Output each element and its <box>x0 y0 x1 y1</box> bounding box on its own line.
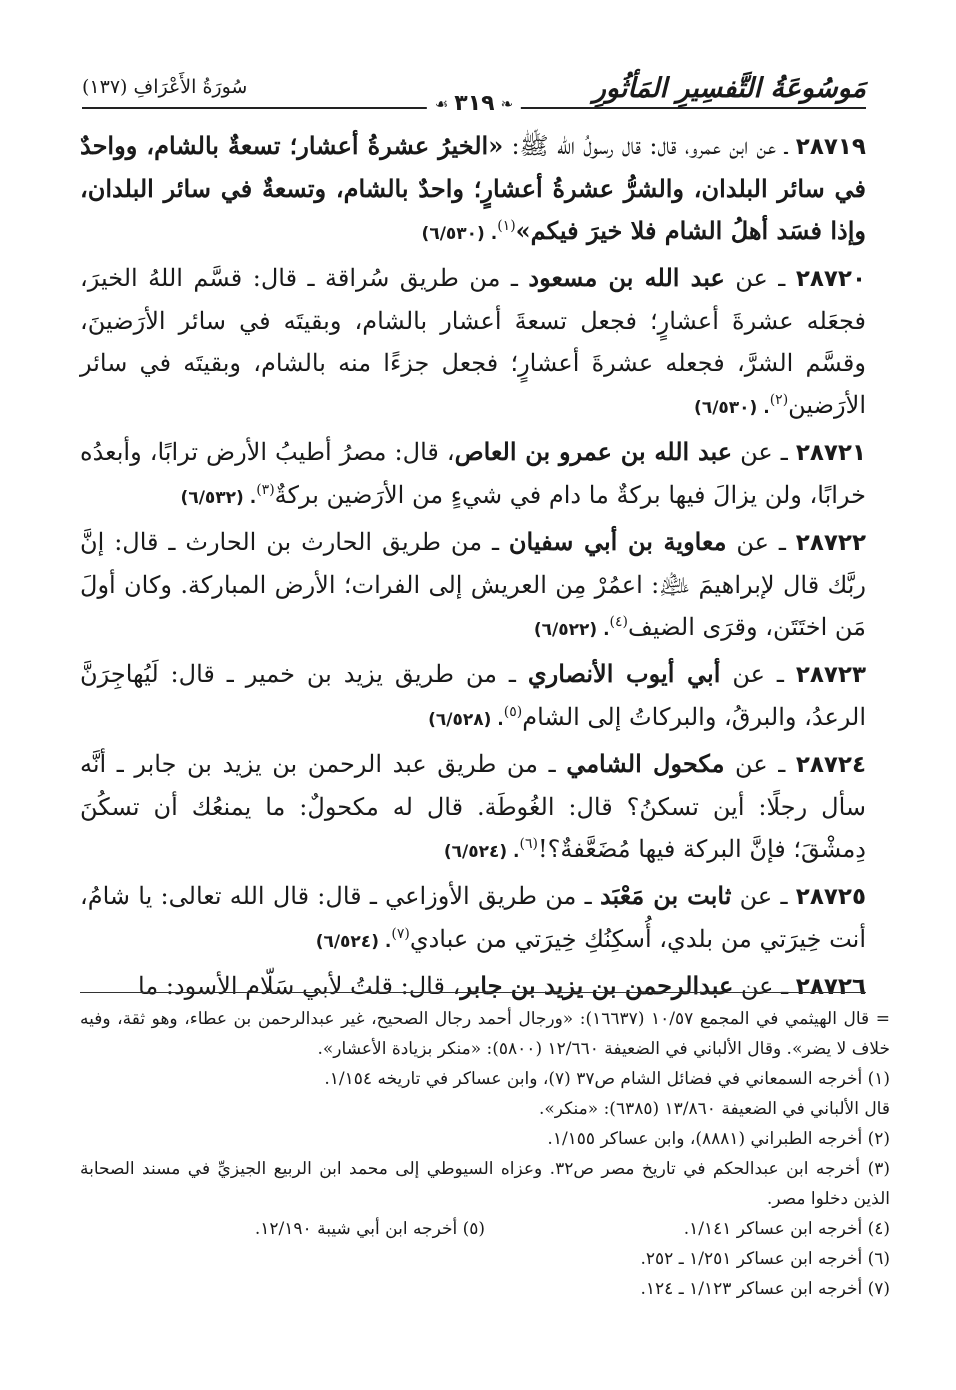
ornament-left-icon: ☙ <box>434 94 449 113</box>
entry-28720 <box>80 257 866 429</box>
entry-number: ٢٨٧٢٥ <box>795 884 866 910</box>
running-header <box>82 58 866 116</box>
entry-intro: ـ عن <box>720 660 796 688</box>
entry-intro: ـ عن <box>724 750 796 778</box>
footnote-marker[interactable]: (٣) <box>256 482 275 498</box>
entry-number: ٢٨٧١٩ <box>795 134 866 160</box>
volume-reference: . (٦/٥٢٤) <box>315 932 392 952</box>
footnote-continuation: = قال الهيثمي في المجمع ١٠/٥٧ (١٦٦٣٧): «ورجال أحمد رجال الصحيح، غير عبدالرحمن بن عطاء، وهو ثقة، وفيه خلاف لا يضر». وقال الألباني في الضعيفة ١٢/٦٦٠ (٥٨٠٠): «منكر بزيادة الأعشار». <box>80 1009 890 1059</box>
entry-number: ٢٨٧٢٤ <box>795 752 867 778</box>
surah-title: سُورَةُ الأَعْرَافِ (١٣٧) <box>82 76 248 98</box>
footnote-5: (٥) أخرجه ابن أبي شيبة ١٢/١٩٠. <box>254 1219 485 1239</box>
entry-number: ٢٨٧٢٣ <box>795 662 867 688</box>
ornament-right-icon: ❧ <box>500 94 514 113</box>
entry-intro: ـ عن <box>731 882 796 910</box>
main-text <box>80 125 866 1010</box>
page-number: ٣١٩ <box>454 91 495 116</box>
entry-28725 <box>80 875 866 963</box>
entry-number: ٢٨٧٢٠ <box>795 266 867 292</box>
entry-text: ـ من طريق الأوزاعي ـ قال: قال الله تعالى: يا شامُ، أنت خِيرَتي من بلدي، أُسكِنُكِ خِيرَتي من عبادي <box>80 882 866 953</box>
entry-28721 <box>80 431 866 519</box>
entry-intro: ـ عن ابن عمرو، قال: قال رسولُ الله ﷺ: <box>503 132 796 160</box>
page-number-block <box>427 91 521 116</box>
narrator-name: أبي أيوب الأنصاري <box>527 659 721 688</box>
entry-28723 <box>80 653 866 741</box>
narrator-name: ثابت بن مَعْبَد <box>599 881 732 910</box>
volume-reference: . (٦/٥٢٨) <box>428 710 504 730</box>
footnote-4: (٤) أخرجه ابن عساكر ١/١٤١. <box>683 1219 890 1239</box>
entry-28724 <box>80 743 866 873</box>
footnote-7: (٧) أخرجه ابن عساكر ١/١٢٣ ـ ١٢٤. <box>640 1279 890 1299</box>
volume-reference: . (٦/٥٢٢) <box>533 620 610 640</box>
entry-intro: ـ عن <box>732 438 796 466</box>
narrator-name: معاوية بن أبي سفيان <box>508 527 727 556</box>
volume-reference: . (٦/٥٣٢) <box>180 488 257 508</box>
footnote-marker[interactable]: (٦) <box>519 836 538 852</box>
footnote-3: (٣) أخرجه ابن عبدالحكم في تاريخ مصر ص٣٢. وعزاه السيوطي إلى محمد ابن الربيع الجيزيِّ في مسند الصحابة الذين دخلوا مصر. <box>80 1159 890 1209</box>
narrator-name: عبدالرحمن بن يزيد بن جابر <box>460 971 734 1000</box>
entry-28722 <box>80 521 866 651</box>
footnote-marker[interactable]: (١) <box>497 218 516 234</box>
footnote-rule <box>80 992 866 993</box>
entry-text: ـ من طريق عبد الرحمن بن يزيد بن جابر ـ أنَّه سأل رجلًا: أين تسكنُ؟ قال: الغُوطَة. قال له مكحولٌ: ما يمنعُك أن تسكُنَ دِمشْقَ؛ فإنَّ البركة فيها مُضَعَّفةٌ؟! <box>80 750 866 863</box>
narrator-name: مكحول الشامي <box>566 749 725 778</box>
entry-intro: ـ عن <box>724 264 796 292</box>
footnote-marker[interactable]: (٢) <box>769 392 789 408</box>
footnote-marker[interactable]: (٤) <box>609 614 629 630</box>
footnote-marker[interactable]: (٥) <box>503 704 523 720</box>
narrator-name: عبد الله بن عمرو بن العاص <box>454 437 733 466</box>
entry-text: ـ من طريق سُراقة ـ قال: قسَّم اللهُ الخيرَ، فجعَله عشرةَ أعشارٍ؛ فجعل تسعةَ أعشار بالشام، وبقيتَه في سائر الأرَضينَ، وقسَّم الشرَّ، فجعله عشرةَ أعشارٍ؛ فجعل جزءًا منه بالشام، وبقيتَه في سائر الأرَضين <box>80 264 866 419</box>
volume-reference: . (٦/٥٣٠) <box>421 224 498 244</box>
entry-intro: ـ عن <box>733 972 796 1000</box>
footnote-1: (١) أخرجه السمعاني في فضائل الشام ص٣٧ (٧)، وابن عساكر في تاريخه ١/١٥٤. <box>324 1069 890 1089</box>
entry-text: ـ من طريق يزيد بن خمير ـ قال: لَيُهاجِرَنَّ الرعدُ، والبرقُ، والبركاتُ إلى الشام <box>80 660 866 731</box>
entry-text: ـ من طريق الحارث بن الحارث ـ قال: إنَّ ربَّك قال لإبراهيمَ ﵇: اعمُرْ مِن العريش إلى الفرات؛ الأرض المباركة. وكان أولَ مَن اختَتَن، وقرَى الضيف <box>80 528 866 641</box>
footnote-2: (٢) أخرجه الطبراني (٨٨٨١)، وابن عساكر ١/١٥٥. <box>547 1129 890 1149</box>
footnotes <box>80 1004 890 1304</box>
entry-number: ٢٨٧٢٢ <box>795 530 866 556</box>
footnote-marker[interactable]: (٧) <box>391 926 410 942</box>
entry-number: ٢٨٧٢٦ <box>795 974 866 1000</box>
footnote-1-note: قال الألباني في الضعيفة ١٣/٨٦٠ (٦٣٨٥): «منكر». <box>538 1099 890 1119</box>
footnote-row-4-5 <box>80 1214 890 1244</box>
hadith-quote: «الخيرُ عشرةُ أعشار؛ تسعةٌ بالشام، وواحدٌ في سائر البلدان، والشرُّ عشرةُ أعشارٍ؛ واحدٌ بالشام، وتسعةٌ في سائر البلدان، وإذا فسَد أهلُ الشام فلا خيرَ فيكم» <box>80 131 866 245</box>
volume-reference: . (٦/٥٣٠) <box>694 398 770 418</box>
entry-text: ، قال: قلتُ لأبي سَلّام الأسود: ما <box>138 972 461 1000</box>
footnote-6: (٦) أخرجه ابن عساكر ١/٢٥١ ـ ٢٥٢. <box>640 1249 890 1269</box>
entry-number: ٢٨٧٢١ <box>795 440 867 466</box>
entry-28719 <box>80 125 866 255</box>
entry-intro: ـ عن <box>726 528 796 556</box>
narrator-name: عبد الله بن مسعود <box>528 263 725 292</box>
entry-28726 <box>80 965 866 1008</box>
volume-reference: . (٦/٥٢٤) <box>443 842 520 862</box>
entry-text: ، قال: مصرُ أطيبُ الأرض ترابًا، وأبعدُه خرابًا، ولن يزالَ فيها بركةٌ ما دام في شيءٍ من الأرَضين بركةٌ <box>80 438 866 509</box>
book-title: مَوسُوعَةُ التَّفسِيرِ المَأثُورِ <box>592 73 866 104</box>
